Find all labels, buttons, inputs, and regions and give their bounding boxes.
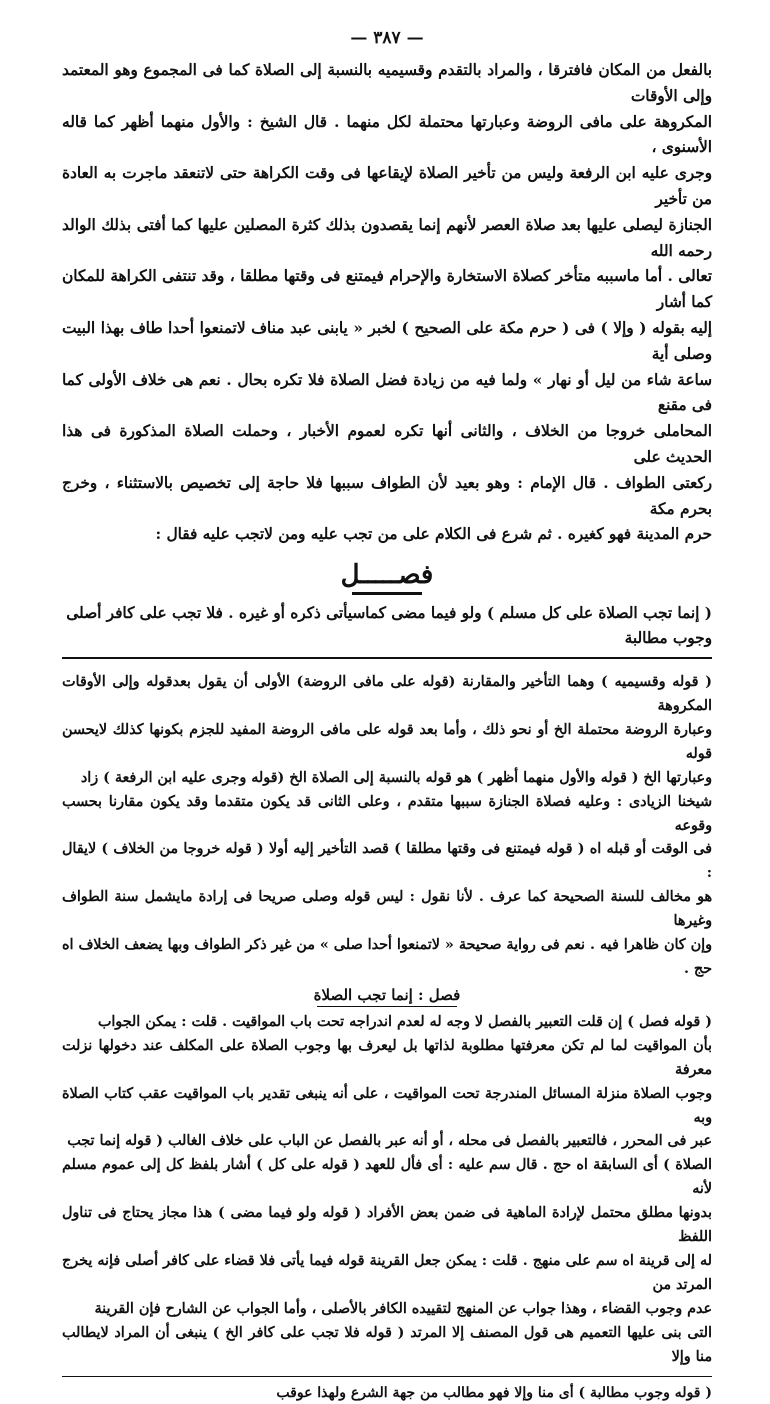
text-line: بالفعل من المكان فافترقا ، والمراد بالتقدم وقسيميه بالنسبة إلى الصلاة كما فى المجموع وهو المعتمد وإلى الأوقات [62, 61, 712, 105]
text-line: ساعة شاء من ليل أو نهار » ولما فيه من زيادة فضل الصلاة فلا تكره بحال . نعم هى خلاف الأولى كما فى مقنع [62, 370, 712, 415]
text-line: المحاملى خروجا من الخلاف ، والثانى أنها تكره لعموم الأخبار ، وحملت الصلاة المذكورة فى هذا الحديث على [62, 422, 712, 466]
commentary-line: بدونها مطلق محتمل لإرادة الماهية فى ضمن بعض الأفراد ( قوله ولو فيما مضى ) هذا مجاز يحتاج فى تناول اللفظ [62, 1205, 713, 1246]
commentary-line: شيخنا الزيادى : وعليه فصلاة الجنازة سببها متقدم ، وعلى الثانى قد يكون متقدما وقد يكون مقارنا بحسب وقوعه [62, 793, 712, 834]
page [62, 28, 712, 1404]
footnote: ( قوله وجوب مطالبة ) أى منا وإلا فهو مطالب من جهة الشرع ولهذا عوقب [276, 1384, 712, 1401]
text-line: وجرى عليه ابن الرفعة وليس من تأخير الصلاة لإيقاعها فى وقت الكراهة حتى لاتنعقد ماجرت به العادة من تأخير [62, 164, 712, 208]
commentary-line: وإن كان ظاهرا فيه . نعم فى رواية صحيحة « لاتمنعوا أحدا صلى » من غير ذكر الطواف وبها يضعف الخلاف اه حج . [62, 937, 712, 978]
main-text [62, 58, 712, 548]
commentary-line: بأن المواقيت لما لم تكن معرفتها مطلوبة لذاتها بل ليعرف بها وجوب الصلاة على المكلف عند دخولها نزلت معرفة [62, 1037, 712, 1078]
commentary-line: وجوب الصلاة منزلة المسائل المندرجة تحت المواقيت ، على أنه ينبغى تقدير باب المواقيت عقب كتاب الصلاة وبه [62, 1085, 712, 1126]
section-title-underline [352, 592, 422, 595]
matn-text: ( إنما تجب الصلاة على كل مسلم ) ولو فيما مضى كماسيأتى ذكره أو غيره . فلا تجب على كافر أصلى وجوب مطالبة [62, 601, 712, 659]
text-line: المكروهة على مافى الروضة وعبارتها محتملة لكل منهما . قال الشيخ : والأول منهما أظهر كما قاله الأسنوى ، [62, 112, 712, 157]
commentary-line: الصلاة ) أى السابقة اه حج . قال سم عليه : أى فأل للعهد ( قوله على كل ) أشار بلفظ كل إلى عموم مسلم لأنه [62, 1157, 712, 1198]
footnote-divider [62, 1376, 712, 1377]
commentary-line: ( قوله فصل ) إن قلت التعبير بالفصل لا وجه له لعدم اندراجه تحت باب المواقيت . قلت : يمكن الجواب [97, 1013, 712, 1030]
commentary-line: هو مخالف للسنة الصحيحة كما عرف . لأنا نقول : ليس قوله وصلى صريحا فى إرادة مايشمل سنة الطواف وغيرها [62, 889, 712, 930]
text-line: إليه بقوله ( وإلا ) فى ( حرم مكة على الصحيح ) لخبر « يابنى عبد مناف لاتمنعوا أحدا طاف بهذا البيت وصلى أية [62, 318, 712, 363]
commentary-line: التى بنى عليها التعميم هى قول المصنف إلا المرتد ( قوله فلا تجب على كافر الخ ) ينبغى أن المراد لايطالب منا وإلا [62, 1324, 712, 1365]
commentary-line: وعبارة الروضة محتملة الخ أو نحو ذلك ، وأما بعد قوله على مافى الروضة المفيد للجزم بكونها كذلك لايحسن قوله [62, 721, 712, 762]
text-line: ركعتى الطواف . قال الإمام : وهو بعيد لأن الطواف سببها فلا حاجة إلى تخصيص بالاستثناء ، وخرج بحرم مكة [62, 473, 712, 518]
commentary-line: فى الوقت أو قبله اه ( قوله فيمتنع فى وقتها مطلقا ) قصد التأخير إليه أولا ( قوله خروجا من الخلاف ) لايقال : [62, 841, 712, 882]
commentary-line: له إلى قرينة اه سم على منهج . قلت : يمكن جعل القرينة قوله فيما يأتى فلا قضاء على كافر أصلى فإنه يخرج المرتد من [62, 1252, 712, 1293]
text-line: حرم المدينة فهو كغيره . ثم شرع فى الكلام على من تجب عليه ومن لاتجب عليه فقال : [155, 525, 712, 544]
commentary-line: عبر فى المحرر ، فالتعبير بالفصل فى محله ، أو أنه عبر بالفصل عن الباب على خلاف الغالب ( قوله إنما تجب [67, 1133, 712, 1150]
text-line: الجنازة ليصلى عليها بعد صلاة العصر لأنهم إنما يقصدون بذلك كثرة المصلين عليها كما أفتى بذلك الوالد رحمه الله [62, 215, 712, 260]
sub-heading-underline [317, 1006, 457, 1007]
text-line: تعالى . أما ماسببه متأخر كصلاة الاستخارة والإحرام فيمتنع فى وقتها مطلقا ، وقد تنتفى الكراهة للمكان كما أشار [62, 267, 712, 312]
commentary-line: وعبارتها الخ ( قوله والأول منهما أظهر ) هو قوله بالنسبة إلى الصلاة الخ (قوله وجرى عليه ابن الرفعة ) زاد [80, 769, 712, 786]
page-number: — ٣٨٧ — [350, 28, 424, 48]
commentary-line: ( قوله وقسيميه ) وهما التأخير والمقارنة (قوله على مافى الروضة) الأولى أن يقول بعدقوله وإلى الأوقات المكروهة [62, 674, 712, 715]
commentary-sub-heading: فصل : إنما تجب الصلاة [313, 985, 461, 1004]
commentary-line: عدم وجوب القضاء ، وهذا جواب عن المنهج لتقييده الكافر بالأصلى ، وأما الجواب عن الشارح فإن القرينة [94, 1300, 712, 1317]
commentary [62, 671, 712, 1369]
section-title: فصـــــل [340, 560, 434, 591]
